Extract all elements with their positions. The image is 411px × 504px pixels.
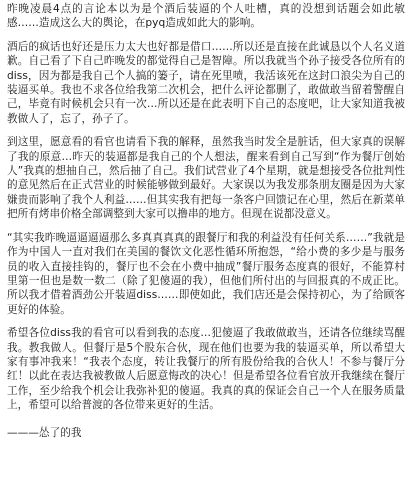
- paragraph-3: 到这里，愿意看的看官也请看下我的解释，虽然我当时发全是脏话，但大家真的误解了我的原意…昨天的装逼都是我自己的个人想法，醒来看到自己写到“作为餐厅创始人”我真的想抽自己，然后抽了自己。我们试营业了4个星期，就是想接受各位批判性的意见然后在正式营业的时候能够做到最好。大家误以为我发那条朋友圈是因为大家嫌贵而影响了我个人利益……但其实我有把每一条客户回馈记在心里，然后在新菜单把所有烤串价格全部调整到大家可以撸串的地方。但现在说都没意义。: [7, 136, 405, 221]
- paragraph-5: 希望各位diss我的看官可以看到我的态度…犯傻逼了我敢做敢当，还请各位继续骂醒我。教我做人。但餐厅是5个股东合伙，现在他们也要为我的装逼买单，所以希望大家有事冲我来！“我表个态度，转让我餐厅的所有股份给我的合伙人！不参与餐厅分红！以此在表达我被教做人后愿意悔改的决心！但是希望各位看官放开我继续在餐厅工作，至少给我个机会让我弥补犯的傻逼。我真的真的保证会自己一个人在服务质量上，希望可以给普渡的各位带来更好的生活。: [7, 327, 405, 412]
- paragraph-2: 酒后的疯话也好还是压力太大也好都是借口……所以还是直接在此诚恳以个人名义道歉。自己看了下自己昨晚发的都觉得自己是智障。所以我就当个孙子接受各位所有的diss，因为都是我自己个人搞的篓子，请在死里喷，我活该死在这封口浪尖为自己的装逼买单。我也不求各位给我第二次机会，把什么评论都删了，敢做敢当留着警醒自己，毕竟有时候机会只有一次…所以还是在此表明下自己的态度吧，让大家知道我被教做人了，忘了，孙子了。: [7, 40, 405, 125]
- paragraph-1: 昨晚凌晨4点的言论本以为是个酒后装逼的个人吐槽，真的没想到话题会如此敏感……造成这么大的舆论，在pyq造成如此大的影响。: [7, 3, 405, 30]
- paragraph-4: “其实我昨晚逼逼逼逼那么多真真真真的跟餐厅和我的利益没有任何关系……”我就是作为中国人一直对我们在美国的餐饮文化恶性循环所抱怨，“给小费的多少是与服务员的收入直接挂钩的，餐厅也不会在小费中抽成”餐厅服务态度真的很好，不能算村里第一但也是数一数二（除了犯傻逼的我），但他们所付出的与回报真的不成正比。所以我才借着酒劲公开装逼diss……即使如此，我们店还是会保持初心，为了给顾客更好的体验。: [7, 231, 405, 316]
- signature: ———怂了的我: [7, 426, 82, 439]
